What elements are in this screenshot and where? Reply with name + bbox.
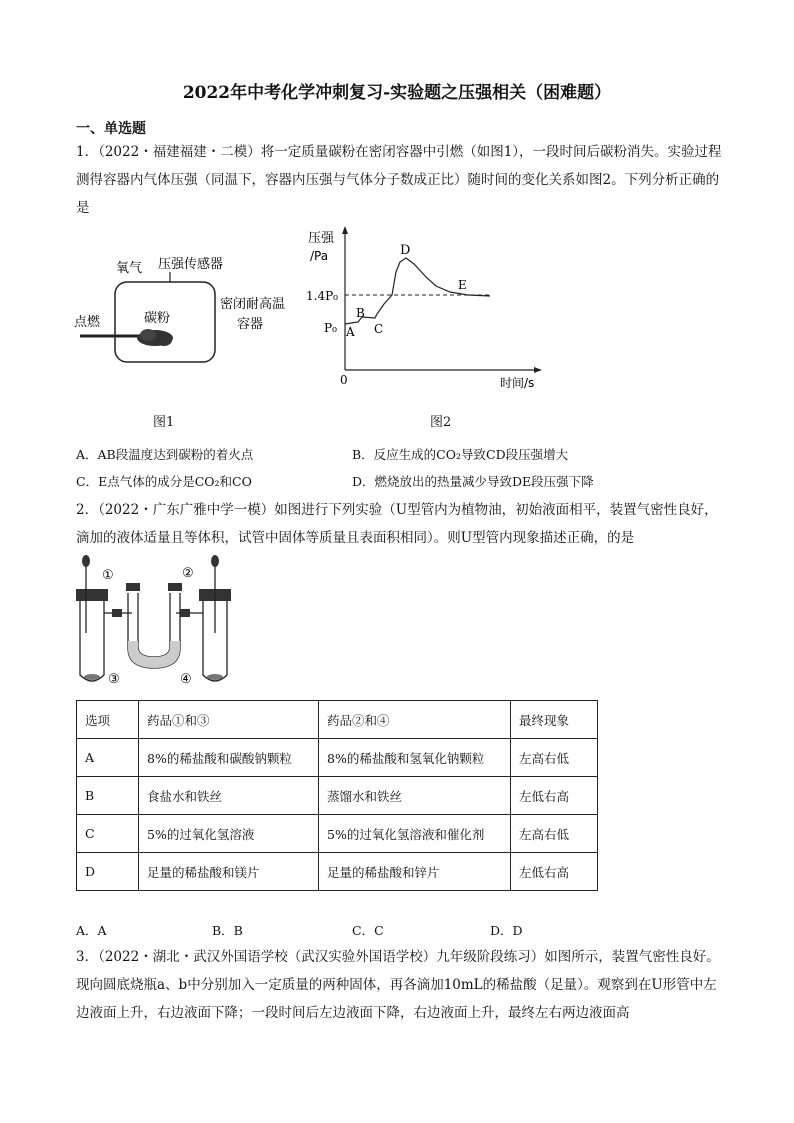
sensor-label: 压强传感器: [158, 257, 224, 272]
table-cell: 足量的稀盐酸和镁片: [139, 853, 319, 891]
q2-option-a[interactable]: A．A: [76, 923, 107, 938]
q1-option-c[interactable]: C．E点气体的成分是CO₂和CO: [76, 474, 252, 489]
table-cell: 左高右低: [511, 739, 598, 777]
table-cell: 8%的稀盐酸和碳酸钠颗粒: [139, 739, 319, 777]
table-cell: 蒸馏水和铁丝: [319, 777, 511, 815]
table-cell: C: [77, 815, 139, 853]
header-cell: 选项: [77, 701, 139, 739]
origin-label: 0: [340, 373, 348, 387]
table-row: [77, 853, 598, 891]
table-cell: 5%的过氧化氢溶液和催化剂: [319, 815, 511, 853]
figure-1-caption: 图1: [153, 415, 175, 430]
table-cell: 8%的稀盐酸和氢氧化钠颗粒: [319, 739, 511, 777]
container-label-1: 密闭耐高温: [220, 297, 286, 312]
point-e: E: [458, 278, 467, 292]
table-row: [77, 815, 598, 853]
ignite-label: 点燃: [74, 315, 101, 330]
point-b: B: [356, 306, 365, 320]
q1-option-a[interactable]: A．AB段温度达到碳粉的着火点: [76, 447, 254, 462]
u-tube-apparatus: [72, 553, 247, 688]
figure-2: [300, 222, 550, 397]
table-cell: D: [77, 853, 139, 891]
figure-2-caption: 图2: [430, 415, 452, 430]
question-3-text: 3．（2022・湖北・武汉外国语学校（武汉实验外国语学校）九年级阶段练习）如图所示，装置气密性良好。现向圆底烧瓶a、b中分别加入一定质量的两种固体，再各滴加10mL的稀盐酸（足量）。观察到在U形管中左边液面上升，右边液面下降；一段时间后左边液面下降，右边液面上升，最终左右两边液面高: [76, 949, 720, 1021]
table-cell: 食盐水和铁丝: [139, 777, 319, 815]
point-a: A: [346, 325, 355, 339]
label-4: ④: [180, 672, 192, 687]
x-axis-label: 时间/s: [500, 376, 535, 390]
table-cell: 足量的稀盐酸和锌片: [319, 853, 511, 891]
point-d: D: [400, 243, 411, 258]
label-1: ①: [102, 568, 114, 583]
label-2: ②: [182, 566, 194, 581]
tick-low: P₀: [324, 321, 337, 335]
q2-option-b[interactable]: B．B: [212, 923, 243, 938]
q1-option-b[interactable]: B．反应生成的CO₂导致CD段压强增大: [352, 447, 569, 462]
y-axis-label-2: /Pa: [310, 249, 329, 263]
table-cell: 左低右高: [511, 777, 598, 815]
header-cell: 药品①和③: [139, 701, 319, 739]
table-row: [77, 739, 598, 777]
q2-option-c[interactable]: C．C: [352, 923, 384, 938]
tick-high: 1.4P₀: [306, 289, 338, 303]
q1-option-d[interactable]: D．燃烧放出的热量减少导致DE段压强下降: [352, 474, 594, 489]
container-label-2: 容器: [237, 317, 264, 332]
question-1-text: 1．（2022・福建福建・二模）将一定质量碳粉在密闭容器中引燃（如图1），一段时间后碳粉消失。实验过程测得容器内气体压强（同温下，容器内压强与气体分子数成正比）随时间的变化关系如图2。下列分析正确的是: [76, 144, 722, 216]
question-2-text: 2．（2022・广东广雅中学一模）如图进行下列实验（U型管内为植物油，初始液面相平，装置气密性良好，滴加的液体适量且等体积，试管中固体等质量且表面积相同）。则U型管内现象描述正确，的是: [76, 502, 718, 546]
table-cell: 左低右高: [511, 853, 598, 891]
table-cell: B: [77, 777, 139, 815]
carbon-label: 碳粉: [144, 311, 171, 326]
section-heading: 一、单选题: [76, 121, 146, 137]
header-cell: 药品②和④: [319, 701, 511, 739]
figure-1: [70, 250, 310, 375]
y-axis-label-1: 压强: [308, 231, 335, 246]
label-3: ③: [108, 672, 120, 687]
page-title: 2022年中考化学冲刺复习-实验题之压强相关（困难题）: [182, 83, 612, 103]
table-header-row: [77, 701, 598, 739]
q2-table: [76, 700, 598, 891]
point-c: C: [374, 322, 384, 336]
pressure-curve: [345, 258, 490, 324]
table-cell: 5%的过氧化氢溶液: [139, 815, 319, 853]
header-cell: 最终现象: [511, 701, 598, 739]
oxygen-label: 氧气: [116, 261, 143, 276]
table-cell: 左高右低: [511, 815, 598, 853]
table-row: [77, 777, 598, 815]
q2-option-d[interactable]: D．D: [490, 923, 523, 938]
table-cell: A: [77, 739, 139, 777]
